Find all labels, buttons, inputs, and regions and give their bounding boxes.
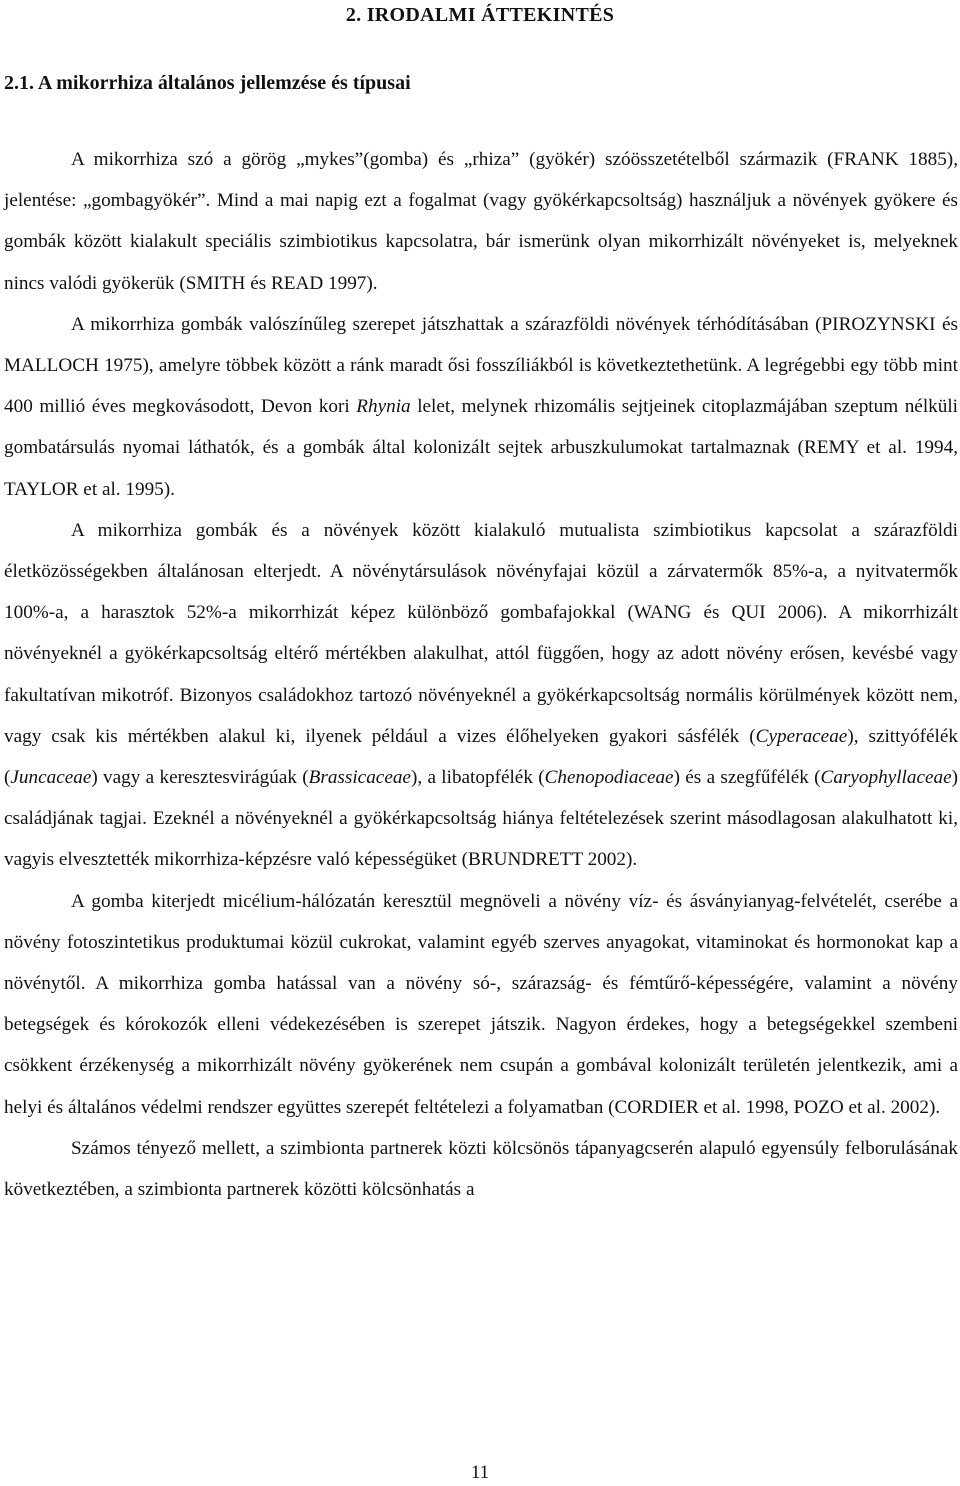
italic-taxon: Juncaceae — [10, 767, 92, 789]
italic-taxon: Chenopodiaceae — [544, 767, 674, 789]
page-number: 11 — [470, 1462, 490, 1483]
paragraph-2 — [4, 304, 958, 510]
text-run: Számos tényező mellett, a szimbionta partnerek közti kölcsönös tápanyagcserén alapuló egyensúly felborulásának következtében, a szimbionta partnerek közötti kölcsönhatás a — [4, 1137, 958, 1201]
body-text — [4, 139, 958, 1210]
text-run: ) és a szegfűfélék ( — [673, 767, 821, 789]
text-run: A mikorrhiza szó a görög „mykes”(gomba) és „rhiza” (gyökér) szóösszetételből származik (FRANK 1885), jelentése: „gombagyökér”. Mind a mai napig ezt a fogalmat (vagy gyökérkapcsoltság) használjuk a növények gyökere és gombák között kialakult speciális szimbiotikus kapcsolatra, bár ismerünk olyan mikorrhizált növényeket is, melyeknek nincs valódi gyökerük (SMITH és READ 1997). — [4, 149, 958, 294]
paragraph-5 — [4, 1128, 958, 1210]
italic-taxon: Cyperaceae — [755, 725, 848, 747]
paragraph-1 — [4, 139, 958, 304]
text-run: ), a libatopfélék ( — [410, 767, 545, 789]
text-run: lelet, melynek rhizomális sejtjeinek citoplazmájában szeptum nélküli gombatársulás nyomai láthatók, és a gombák által kolonizált sejtek arbuszkulumokat tartalmaznak (REMY et al. 1994, TAYLOR et al. 1995). — [4, 396, 958, 500]
text-run: A mikorrhiza gombák és a növények között kialakuló mutualista szimbiotikus kapcsolat a szárazföldi életközösségekben általánosan elterjedt. A növénytársulások növényfajai közül a zárvatermők 85%-a, a nyitvatermők 100%-a, a harasztok 52%-a mikorrhizát képez különböző gombafajokkal (WANG és QUI 2006). A mikorrhizált növényeknél a gyökérkapcsoltság eltérő mértékben alakulhat, attól függően, hogy az adott növény erősen, kevésbé vagy fakultatívan mikotróf. Bizonyos családokhoz tartozó növényeknél a gyökérkapcsoltság normális körülmények között nem, vagy csak kis mértékben alakul ki, ilyenek például a vizes élőhelyeken gyakori sásfélék ( — [4, 519, 958, 747]
chapter-title: 2. IRODALMI ÁTTEKINTÉS — [345, 4, 615, 26]
section-title: 2.1. A mikorrhiza általános jellemzése és típusai — [4, 72, 411, 94]
paragraph-3 — [4, 510, 958, 881]
text-run: ) vagy a keresztesvirágúak ( — [91, 767, 309, 789]
paragraph-4 — [4, 881, 958, 1128]
italic-taxon: Caryophyllaceae — [820, 767, 952, 789]
text-run: A mikorrhiza gombák valószínűleg szerepet játszhattak a szárazföldi növények térhódításában (PIROZYNSKI és MALLOCH 1975), amelyre többek között a ránk maradt ősi fosszíliákból is következtethetünk. A legrégebbi egy több mint 400 millió éves megkovásodott, Devon kori — [4, 313, 958, 418]
italic-taxon: Rhynia — [356, 396, 411, 418]
italic-taxon: Brassicaceae — [308, 767, 411, 789]
text-run: ) családjának tagjai. Ezeknél a növényeknél a gyökérkapcsoltság hiánya feltételezések szerint másodlagosan alakulhatott ki, vagyis elvesztették mikorrhiza-képzésre való képességüket (BRUNDRETT 2002). — [4, 767, 958, 871]
text-run: A gomba kiterjedt micélium-hálózatán keresztül megnöveli a növény víz- és ásványianyag-felvételét, cserébe a növény fotoszintetikus produktumai közül cukrokat, valamint egyéb szerves anyagokat, vitaminokat és hormonokat kap a növénytől. A mikorrhiza gomba hatással van a növény só-, szárazság- és fémtűrő-képességére, valamint a növény betegségek és kórokozók elleni védekezésében is szerepet játszik. Nagyon érdekes, hogy a betegségekkel szembeni csökkent érzékenység a mikorrhizált növény gyökerének nem csupán a gombával kolonizált területén jelentkezik, ami a helyi és általános védelmi rendszer együttes szerepét feltételezi a folyamatban (CORDIER et al. 1998, POZO et al. 2002). — [4, 890, 958, 1118]
text-run: ), szittyófélék ( — [4, 725, 959, 789]
